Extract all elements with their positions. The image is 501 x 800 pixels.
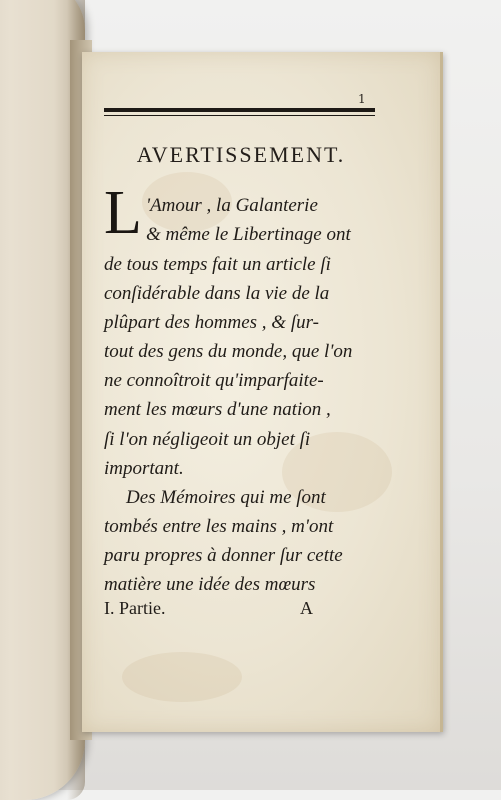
text-line: ne connoîtroit qu'imparfaite- <box>104 370 324 391</box>
text-line: ſi l'on négligeoit un objet ſi <box>104 429 311 450</box>
text-line: ment les mœurs d'une nation , <box>104 399 331 420</box>
drop-cap: L <box>104 179 142 247</box>
signature-mark: I. Partie. <box>104 598 166 618</box>
text-line: paru propres à donner ſur cette <box>104 545 343 566</box>
text-line: 'Amour , la Galanterie <box>146 195 318 216</box>
signature-letter: A <box>300 598 313 618</box>
text-line: plûpart des hommes , & ſur- <box>104 312 319 333</box>
text-line: important. <box>104 458 184 479</box>
text-line: Des Mémoires qui me ſont <box>126 487 326 508</box>
text-line: matière une idée des mœurs <box>104 574 316 595</box>
book-page <box>82 52 443 732</box>
text-line: de tous temps fait un article ſi <box>104 254 331 275</box>
header-rule-thin <box>104 115 375 116</box>
text-line: conſidérable dans la vie de la <box>104 283 330 304</box>
header-rule-thick <box>104 108 375 112</box>
page-number: 1 <box>358 92 366 106</box>
text-line: & même le Libertinage ont <box>146 224 351 245</box>
text-line: tout des gens du monde, que l'on <box>104 341 353 362</box>
page-heading: AVERTISSEMENT. <box>136 142 346 167</box>
text-line: tombés entre les mains , m'ont <box>104 516 334 537</box>
